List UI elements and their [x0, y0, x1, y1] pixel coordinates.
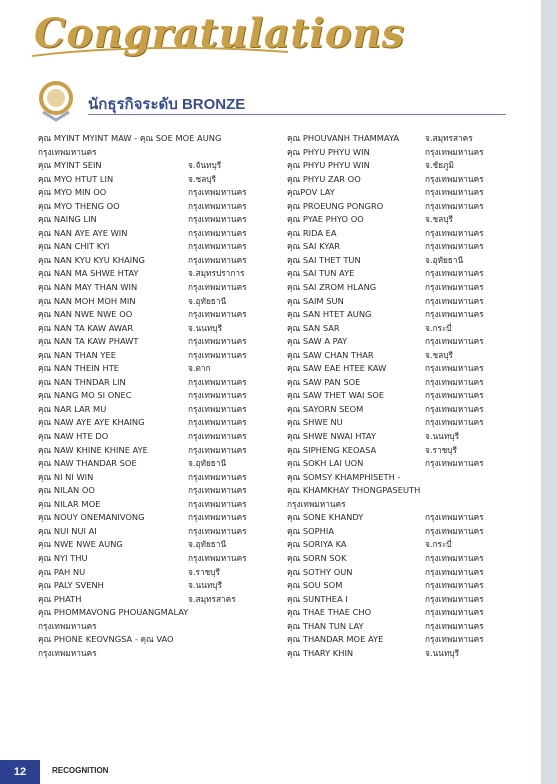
list-item — [287, 200, 522, 214]
list-item — [287, 511, 522, 525]
member-name: กรุงเทพมหานคร — [38, 146, 97, 157]
member-province: กรุงเทพมหานคร — [188, 376, 247, 387]
member-name: คุณ PHYU ZAR OO — [287, 173, 361, 184]
member-name: คุณ SAW PAN SOE — [287, 376, 361, 387]
member-province: จ.นนทบุรี — [188, 322, 223, 333]
member-province: กรุงเทพมหานคร — [425, 607, 484, 618]
list-item — [287, 322, 522, 336]
member-province: กรุงเทพมหานคร — [188, 471, 247, 482]
member-name: คุณ SAI TUN AYE — [287, 268, 355, 279]
member-name: คุณ SAW A PAY — [287, 336, 348, 347]
member-province: จ.อุทัยธานี — [188, 458, 227, 469]
member-name: คุณ SHWE NU — [287, 417, 343, 428]
member-name: คุณ NAR LAR MU — [38, 403, 107, 414]
member-name: คุณ SORIYA KA — [287, 539, 347, 550]
member-name: คุณ PHATH — [38, 593, 82, 604]
list-item — [38, 132, 284, 146]
member-province: จ.อุทัยธานี — [188, 539, 227, 550]
member-name: คุณ SAN SAR — [287, 322, 340, 333]
member-province: กรุงเทพมหานคร — [425, 187, 484, 198]
member-name: คุณ NANG MO SI ONEC — [38, 390, 132, 401]
member-name: คุณ NOUY ONEMANIVONG — [38, 512, 145, 523]
member-province: จ.ชลบุรี — [188, 173, 216, 184]
member-province: จ.สมุทรปราการ — [188, 268, 245, 279]
member-name: คุณ SONE KHANDY — [287, 512, 364, 523]
list-item — [38, 525, 284, 539]
section-title: นักธุรกิจระดับ BRONZE — [88, 96, 246, 113]
member-province: กรุงเทพมหานคร — [188, 241, 247, 252]
member-name: คุณ MYO THENG OO — [38, 200, 120, 211]
member-name: คุณ PHYU PHYU WIN — [287, 146, 370, 157]
member-name: คุณ NAW AYE AYE KHAING — [38, 417, 145, 428]
member-name: คุณ PHYU PHYU WIN — [287, 160, 370, 171]
member-name: คุณ NAW KHINE KHINE AYE — [38, 444, 148, 455]
member-name: คุณ SAW CHAN THAR — [287, 349, 374, 360]
list-item — [38, 159, 284, 173]
member-province: กรุงเทพมหานคร — [188, 525, 247, 536]
member-province: จ.ชัยภูมิ — [425, 160, 454, 171]
member-name: คุณ NUI NUI AI — [38, 525, 97, 536]
member-province: จ.อุทัยธานี — [425, 254, 464, 265]
list-item — [287, 227, 522, 241]
member-province: กรุงเทพมหานคร — [425, 403, 484, 414]
list-item — [38, 620, 284, 634]
list-item — [287, 349, 522, 363]
list-item — [38, 389, 284, 403]
member-province: จ.อุทัยธานี — [188, 295, 227, 306]
member-name: คุณ NAN THNDAR LIN — [38, 376, 126, 387]
member-province: กรุงเทพมหานคร — [188, 187, 247, 198]
member-name: คุณ NAN CHIT KYI — [38, 241, 110, 252]
list-item — [287, 444, 522, 458]
list-item — [38, 173, 284, 187]
member-name: คุณ SAIM SUN — [287, 295, 344, 306]
member-name: คุณ NAN MAY THAN WIN — [38, 282, 138, 293]
list-item — [38, 322, 284, 336]
member-name: คุณ NAN KYU KYU KHAING — [38, 254, 145, 265]
member-province: กรุงเทพมหานคร — [425, 146, 484, 157]
member-name: คุณ SAN HTET AUNG — [287, 309, 372, 320]
list-item — [38, 633, 284, 647]
member-province: กรุงเทพมหานคร — [425, 512, 484, 523]
member-name: คุณ NAN THEIN HTE — [38, 363, 119, 374]
list-item — [38, 538, 284, 552]
member-name: คุณ PHOMMAVONG PHOUANGMALAY — [38, 607, 189, 618]
list-item — [38, 511, 284, 525]
member-province: จ.ราชบุรี — [188, 566, 220, 577]
member-province: กรุงเทพมหานคร — [188, 512, 247, 523]
list-item — [287, 132, 522, 146]
list-item — [38, 498, 284, 512]
list-item — [38, 593, 284, 607]
member-name: คุณ NAW HTE DO — [38, 431, 109, 442]
member-name: คุณ NI NI WIN — [38, 471, 94, 482]
member-province: กรุงเทพมหานคร — [425, 241, 484, 252]
list-item — [287, 254, 522, 268]
member-province: กรุงเทพมหานคร — [188, 390, 247, 401]
member-province: กรุงเทพมหานคร — [188, 309, 247, 320]
list-item — [287, 566, 522, 580]
member-name: คุณ MYINT MYINT MAW - คุณ SOE MOE AUNG — [38, 133, 222, 143]
member-name: คุณ SHWE NWAI HTAY — [287, 431, 376, 442]
member-province: กรุงเทพมหานคร — [425, 458, 484, 469]
member-province: กรุงเทพมหานคร — [425, 620, 484, 631]
member-province: จ.กระบี่ — [425, 539, 452, 550]
member-name: คุณ SORN SOK — [287, 552, 347, 563]
member-name: คุณ SOTHY OUN — [287, 566, 353, 577]
member-name: คุณ PAH NU — [38, 566, 86, 577]
list-item — [38, 566, 284, 580]
member-name: คุณ PHONE KEOVNGSA - คุณ VAO — [38, 634, 174, 645]
member-province: จ.ชลบุรี — [425, 349, 453, 360]
member-name: คุณ NWE NWE AUNG — [38, 539, 123, 550]
member-name: คุณ SOPHIA — [287, 525, 335, 536]
gold-swoosh-decoration — [30, 44, 290, 60]
member-province: กรุงเทพมหานคร — [425, 336, 484, 347]
member-province: กรุงเทพมหานคร — [425, 295, 484, 306]
member-province: กรุงเทพมหานคร — [425, 525, 484, 536]
member-province: จ.สมุทรสาคร — [188, 593, 236, 604]
member-name: คุณPOV LAY — [287, 187, 335, 198]
member-name: กรุงเทพมหานคร — [38, 647, 97, 658]
list-item — [287, 498, 522, 512]
member-name: คุณ SAI THET TUN — [287, 254, 361, 265]
list-item — [287, 335, 522, 349]
member-province: กรุงเทพมหานคร — [188, 227, 247, 238]
member-name: คุณ NYI THU — [38, 552, 88, 563]
member-province: จ.ราชบุรี — [425, 444, 457, 455]
member-name: กรุงเทพมหานคร — [38, 620, 97, 631]
member-province: กรุงเทพมหานคร — [188, 254, 247, 265]
list-item — [287, 525, 522, 539]
member-province: กรุงเทพมหานคร — [188, 349, 247, 360]
member-name: คุณ PALY SVENH — [38, 580, 104, 591]
list-item — [38, 200, 284, 214]
list-item — [287, 430, 522, 444]
list-item — [287, 416, 522, 430]
member-province: กรุงเทพมหานคร — [425, 390, 484, 401]
list-item — [287, 647, 522, 661]
list-item — [38, 484, 284, 498]
bronze-badge-icon — [35, 78, 77, 122]
member-name: คุณ NAING LIN — [38, 214, 97, 225]
list-item — [287, 308, 522, 322]
list-item — [38, 457, 284, 471]
member-name: คุณ NAN AYE AYE WIN — [38, 227, 128, 238]
member-name: คุณ NAN NWE NWE OO — [38, 309, 133, 320]
list-item — [287, 552, 522, 566]
member-name: คุณ NAN TA KAW PHAWT — [38, 336, 139, 347]
list-item — [38, 579, 284, 593]
member-name: คุณ NILAR MOE — [38, 498, 101, 509]
page-edge-strip — [541, 0, 557, 784]
member-name: คุณ SIPHENG KEOASA — [287, 444, 377, 455]
member-province: กรุงเทพมหานคร — [425, 566, 484, 577]
member-province: กรุงเทพมหานคร — [425, 227, 484, 238]
list-item — [38, 362, 284, 376]
list-item — [287, 484, 522, 498]
list-item — [38, 471, 284, 485]
list-item — [38, 647, 284, 661]
member-name: คุณ THAE THAE CHO — [287, 607, 372, 618]
list-item — [287, 389, 522, 403]
member-name: คุณ SAI KYAR — [287, 241, 341, 252]
member-province: จ.สมุทรสาคร — [425, 133, 473, 143]
member-name: คุณ NAN MA SHWE HTAY — [38, 268, 139, 279]
title-underline — [88, 114, 506, 115]
list-item — [38, 227, 284, 241]
list-item — [38, 146, 284, 160]
list-item — [287, 146, 522, 160]
member-name: คุณ PROEUNG PONGRO — [287, 200, 384, 211]
member-province: กรุงเทพมหานคร — [425, 309, 484, 320]
member-province: จ.นนทบุรี — [425, 647, 460, 658]
list-item — [287, 281, 522, 295]
member-province: จ.นนทบุรี — [425, 431, 460, 442]
list-item — [38, 444, 284, 458]
list-item — [287, 159, 522, 173]
member-province: กรุงเทพมหานคร — [188, 552, 247, 563]
member-name: คุณ NAN TA KAW AWAR — [38, 322, 134, 333]
member-name: คุณ SAW EAE HTEE KAW — [287, 363, 387, 374]
member-name: คุณ MYO HTUT LIN — [38, 173, 114, 184]
list-item — [287, 593, 522, 607]
list-item — [287, 240, 522, 254]
list-item — [38, 213, 284, 227]
list-item — [38, 376, 284, 390]
list-item — [287, 606, 522, 620]
member-name: คุณ NAW THANDAR SOE — [38, 458, 137, 469]
member-province: กรุงเทพมหานคร — [188, 214, 247, 225]
list-item — [38, 295, 284, 309]
list-item — [287, 295, 522, 309]
member-name: กรุงเทพมหานคร — [287, 498, 346, 509]
member-name: คุณ SAW THET WAI SOE — [287, 390, 385, 401]
member-province: กรุงเทพมหานคร — [188, 336, 247, 347]
list-item — [38, 552, 284, 566]
list-item — [38, 281, 284, 295]
member-province: กรุงเทพมหานคร — [425, 593, 484, 604]
list-item — [38, 403, 284, 417]
member-name: คุณ KHAMKHAY THONGPASEUTH — [287, 485, 421, 496]
member-name: คุณ PHOUVANH THAMMAYA — [287, 133, 400, 143]
list-item — [38, 606, 284, 620]
list-item — [287, 538, 522, 552]
list-item — [38, 335, 284, 349]
member-province: กรุงเทพมหานคร — [425, 173, 484, 184]
member-province: กรุงเทพมหานคร — [425, 552, 484, 563]
list-item — [38, 430, 284, 444]
left-name-column — [38, 132, 284, 660]
member-name: คุณ THANDAR MOE AYE — [287, 634, 384, 645]
member-province: กรุงเทพมหานคร — [188, 403, 247, 414]
list-item — [287, 173, 522, 187]
member-province: จ.นนทบุรี — [188, 580, 223, 591]
list-item — [287, 362, 522, 376]
list-item — [287, 186, 522, 200]
member-province: กรุงเทพมหานคร — [188, 498, 247, 509]
member-name: คุณ SAI ZROM HLANG — [287, 282, 377, 293]
member-province: กรุงเทพมหานคร — [425, 268, 484, 279]
list-item — [38, 186, 284, 200]
member-province: กรุงเทพมหานคร — [425, 376, 484, 387]
member-name: คุณ THAN TUN LAY — [287, 620, 364, 631]
list-item — [287, 471, 522, 485]
member-name: คุณ SUNTHEA I — [287, 593, 348, 604]
list-item — [287, 403, 522, 417]
member-province: จ.จันทบุรี — [188, 160, 222, 171]
member-name: คุณ SAYORN SEOM — [287, 403, 364, 414]
list-item — [287, 376, 522, 390]
member-province: กรุงเทพมหานคร — [425, 580, 484, 591]
list-item — [287, 579, 522, 593]
member-name: คุณ PYAE PHYO OO — [287, 214, 364, 225]
member-name: คุณ NILAN OO — [38, 485, 95, 496]
member-name: คุณ SOU SOM — [287, 580, 343, 591]
member-province: กรุงเทพมหานคร — [425, 363, 484, 374]
right-name-column — [287, 132, 522, 660]
congratulations-heading: Congratulations — [34, 10, 405, 57]
list-item — [38, 308, 284, 322]
member-name: คุณ RIDA EA — [287, 227, 337, 238]
member-province: กรุงเทพมหานคร — [425, 417, 484, 428]
list-item — [38, 240, 284, 254]
member-name: คุณ SOMSY KHAMPHISETH - — [287, 471, 401, 482]
member-name: คุณ SOKH LAI UON — [287, 458, 364, 469]
member-province: จ.ตาก — [188, 363, 211, 374]
list-item — [287, 457, 522, 471]
member-province: กรุงเทพมหานคร — [188, 431, 247, 442]
member-province: จ.กระบี่ — [425, 322, 452, 333]
member-name: คุณ NAN THAN YEE — [38, 349, 116, 360]
member-province: กรุงเทพมหานคร — [188, 417, 247, 428]
member-name: คุณ THARY KHIN — [287, 647, 354, 658]
list-item — [287, 620, 522, 634]
member-province: กรุงเทพมหานคร — [425, 634, 484, 645]
member-province: กรุงเทพมหานคร — [425, 282, 484, 293]
page-number: 12 — [0, 760, 40, 784]
list-item — [38, 416, 284, 430]
list-item — [38, 267, 284, 281]
member-province: กรุงเทพมหานคร — [188, 444, 247, 455]
member-province: กรุงเทพมหานคร — [425, 200, 484, 211]
member-name: คุณ MYO MIN OO — [38, 187, 107, 198]
list-item — [38, 254, 284, 268]
list-item — [287, 213, 522, 227]
member-province: จ.ชลบุรี — [425, 214, 453, 225]
footer-label: RECOGNITION — [52, 766, 109, 775]
list-item — [287, 267, 522, 281]
list-item — [287, 633, 522, 647]
member-name: คุณ MYINT SEIN — [38, 160, 102, 171]
member-province: กรุงเทพมหานคร — [188, 485, 247, 496]
list-item — [38, 349, 284, 363]
member-province: กรุงเทพมหานคร — [188, 282, 247, 293]
member-province: กรุงเทพมหานคร — [188, 200, 247, 211]
member-name: คุณ NAN MOH MOH MIN — [38, 295, 136, 306]
